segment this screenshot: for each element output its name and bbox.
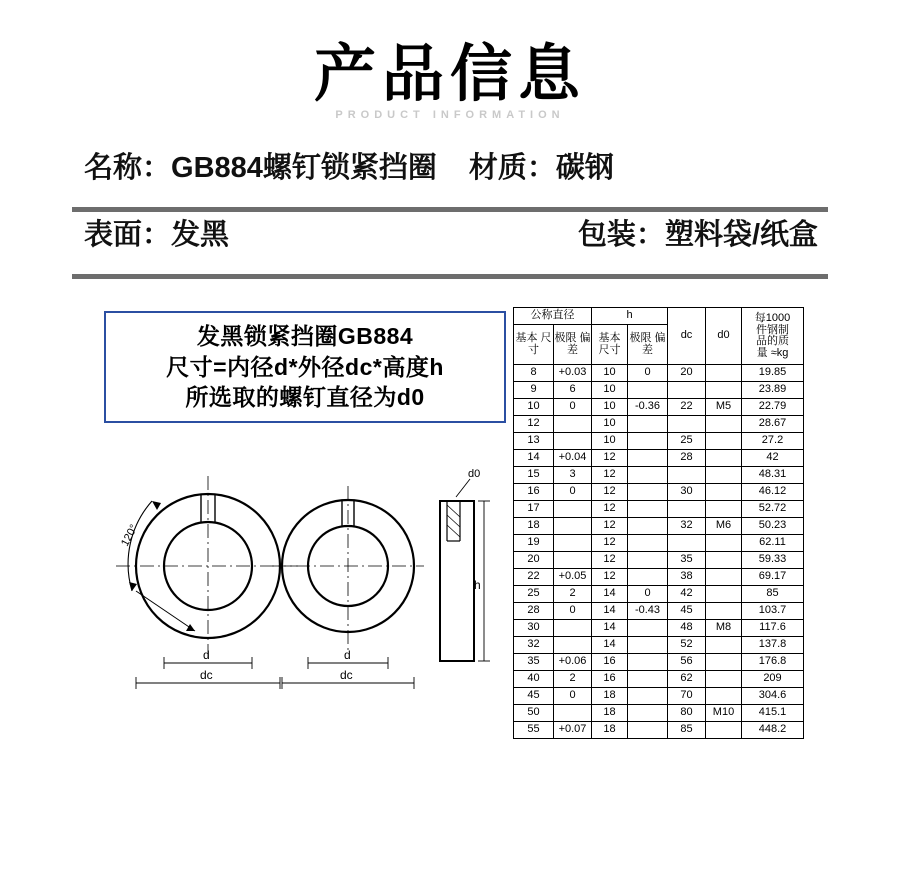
spec-table-head: [514, 308, 804, 365]
table-row: [514, 518, 804, 535]
cell-nominal: 25: [514, 586, 554, 603]
cell-nominal-tol: +0.07: [554, 722, 592, 739]
cell-mass: 62.11: [742, 535, 804, 552]
cell-nominal-tol: +0.04: [554, 450, 592, 467]
cell-h-tol: [628, 637, 668, 654]
note-box: [104, 311, 506, 423]
cell-nominal: 8: [514, 365, 554, 382]
cell-d0: [706, 484, 742, 501]
cell-h-tol: [628, 688, 668, 705]
cell-nominal: 22: [514, 569, 554, 586]
cell-dc: 45: [668, 603, 706, 620]
cell-dc: 48: [668, 620, 706, 637]
cell-nominal: 13: [514, 433, 554, 450]
table-row: [514, 671, 804, 688]
header-dc: dc: [668, 308, 706, 365]
cell-h-tol: [628, 416, 668, 433]
cell-h: 10: [592, 433, 628, 450]
cell-nominal-tol: 0: [554, 484, 592, 501]
cell-dc: [668, 416, 706, 433]
cell-mass: 52.72: [742, 501, 804, 518]
product-name-field: [84, 145, 437, 186]
cell-h: 14: [592, 603, 628, 620]
cell-dc: 32: [668, 518, 706, 535]
cell-d0: [706, 552, 742, 569]
table-row: [514, 705, 804, 722]
cell-dc: 62: [668, 671, 706, 688]
table-row: [514, 416, 804, 433]
table-row: [514, 433, 804, 450]
cell-d0: [706, 501, 742, 518]
table-row: [514, 552, 804, 569]
cell-nominal-tol: 2: [554, 671, 592, 688]
cell-h-tol: [628, 569, 668, 586]
table-row: [514, 586, 804, 603]
cell-nominal: 9: [514, 382, 554, 399]
cell-d0: M8: [706, 620, 742, 637]
cell-h: 18: [592, 705, 628, 722]
cell-nominal-tol: [554, 552, 592, 569]
header-nominal-basic-text: 基本 尺寸: [515, 332, 552, 356]
cell-mass: 137.8: [742, 637, 804, 654]
cell-nominal-tol: [554, 620, 592, 637]
header-mass-line-3: 品的质: [756, 335, 789, 348]
product-package-field: [578, 212, 818, 253]
cell-h-tol: [628, 535, 668, 552]
cell-mass: 59.33: [742, 552, 804, 569]
technical-drawing-area: [0, 301, 900, 821]
cell-nominal: 32: [514, 637, 554, 654]
cell-d0: [706, 654, 742, 671]
cell-nominal: 10: [514, 399, 554, 416]
cell-nominal-tol: 0: [554, 399, 592, 416]
cell-h: 10: [592, 365, 628, 382]
cell-d0: [706, 467, 742, 484]
cell-nominal-tol: +0.05: [554, 569, 592, 586]
header-nominal-basic: [514, 325, 554, 365]
product-name-label: 名称：: [84, 152, 172, 185]
table-row: [514, 501, 804, 518]
cell-nominal: 55: [514, 722, 554, 739]
cell-d0: [706, 722, 742, 739]
cell-d0: [706, 569, 742, 586]
table-row: [514, 450, 804, 467]
cell-dc: 28: [668, 450, 706, 467]
cell-nominal-tol: [554, 518, 592, 535]
cell-d0: [706, 416, 742, 433]
cell-nominal: 28: [514, 603, 554, 620]
cell-mass: 448.2: [742, 722, 804, 739]
cell-h-tol: [628, 620, 668, 637]
table-row: [514, 467, 804, 484]
cell-h: 18: [592, 688, 628, 705]
dimension-d-label-right: d: [344, 648, 351, 663]
note-line-3: 所选取的螺钉直径为d0: [185, 383, 425, 410]
product-surface-field: [84, 212, 229, 253]
cell-h-tol: [628, 722, 668, 739]
product-material-field: [469, 145, 614, 186]
cell-nominal: 15: [514, 467, 554, 484]
cell-h: 12: [592, 484, 628, 501]
cell-h-tol: [628, 705, 668, 722]
cell-d0: M6: [706, 518, 742, 535]
cell-h: 12: [592, 501, 628, 518]
info-row-name-material: [72, 145, 828, 207]
header-mass: [742, 308, 804, 365]
cell-dc: 35: [668, 552, 706, 569]
cell-h-tol: [628, 484, 668, 501]
cell-h: 12: [592, 518, 628, 535]
cell-d0: [706, 603, 742, 620]
spec-table-header-row-1: [514, 308, 804, 325]
cell-nominal-tol: +0.06: [554, 654, 592, 671]
cell-h-tol: [628, 433, 668, 450]
table-row: [514, 484, 804, 501]
cell-nominal-tol: 6: [554, 382, 592, 399]
cell-mass: 85: [742, 586, 804, 603]
spec-table: [513, 307, 804, 739]
cell-mass: 117.6: [742, 620, 804, 637]
cell-h: 10: [592, 416, 628, 433]
cell-h-tol: [628, 501, 668, 518]
cell-d0: [706, 450, 742, 467]
dimension-h-label: h: [474, 578, 481, 593]
product-package-label: 包装：: [577, 219, 665, 252]
cell-dc: [668, 467, 706, 484]
cell-d0: [706, 671, 742, 688]
cell-nominal: 20: [514, 552, 554, 569]
cell-d0: [706, 433, 742, 450]
table-row: [514, 688, 804, 705]
header-h-basic-text: 基本 尺寸: [598, 332, 621, 356]
cell-nominal: 17: [514, 501, 554, 518]
cell-h-tol: 0: [628, 586, 668, 603]
cell-nominal-tol: 2: [554, 586, 592, 603]
cell-mass: 27.2: [742, 433, 804, 450]
cell-mass: 50.23: [742, 518, 804, 535]
cell-dc: 25: [668, 433, 706, 450]
cell-nominal: 12: [514, 416, 554, 433]
cell-h-tol: -0.43: [628, 603, 668, 620]
cell-h-tol: [628, 467, 668, 484]
table-row: [514, 382, 804, 399]
dimension-d-label-left: d: [203, 648, 210, 663]
cell-d0: [706, 688, 742, 705]
cell-nominal: 35: [514, 654, 554, 671]
cell-h-tol: [628, 450, 668, 467]
cell-mass: 48.31: [742, 467, 804, 484]
cell-h: 16: [592, 654, 628, 671]
header-h-basic: [592, 325, 628, 365]
product-surface-label: 表面：: [84, 219, 172, 252]
cell-nominal: 30: [514, 620, 554, 637]
header-mass-line-1: 每1000: [754, 312, 791, 324]
dimension-d0-label: d0: [468, 468, 481, 481]
cell-nominal-tol: [554, 501, 592, 518]
cell-nominal: 40: [514, 671, 554, 688]
cell-mass: 304.6: [742, 688, 804, 705]
note-line-1: 发黑锁紧挡圈GB884: [196, 323, 414, 350]
cell-h: 10: [592, 382, 628, 399]
header-h-group: h: [592, 308, 668, 325]
cell-d0: [706, 365, 742, 382]
cell-mass: 42: [742, 450, 804, 467]
table-row: [514, 603, 804, 620]
product-surface-value: 发黑: [171, 219, 230, 252]
cell-nominal: 19: [514, 535, 554, 552]
cell-nominal: 16: [514, 484, 554, 501]
cell-d0: M5: [706, 399, 742, 416]
cell-h: 16: [592, 671, 628, 688]
cell-mass: 69.17: [742, 569, 804, 586]
cell-nominal-tol: 0: [554, 688, 592, 705]
table-row: [514, 722, 804, 739]
angle-label: 120°: [119, 522, 141, 549]
cell-h-tol: [628, 518, 668, 535]
cell-h-tol: [628, 552, 668, 569]
cell-mass: 415.1: [742, 705, 804, 722]
cell-dc: 52: [668, 637, 706, 654]
cell-nominal-tol: [554, 705, 592, 722]
cell-d0: M10: [706, 705, 742, 722]
table-row: [514, 535, 804, 552]
cell-dc: [668, 501, 706, 518]
cell-dc: 56: [668, 654, 706, 671]
page-title: 产品信息: [313, 40, 586, 109]
cell-dc: 22: [668, 399, 706, 416]
cell-h-tol: -0.36: [628, 399, 668, 416]
table-row: [514, 365, 804, 382]
cell-h-tol: 0: [628, 365, 668, 382]
cell-h: 12: [592, 467, 628, 484]
table-row: [514, 654, 804, 671]
cell-mass: 19.85: [742, 365, 804, 382]
cell-dc: 42: [668, 586, 706, 603]
cell-nominal-tol: [554, 433, 592, 450]
cell-mass: 46.12: [742, 484, 804, 501]
cell-dc: 85: [668, 722, 706, 739]
divider-bottom: [72, 274, 828, 279]
page-subtitle: PRODUCT INFORMATION: [335, 109, 565, 122]
cell-h: 12: [592, 535, 628, 552]
table-row: [514, 399, 804, 416]
cell-nominal-tol: 0: [554, 603, 592, 620]
cell-nominal: 50: [514, 705, 554, 722]
cell-h-tol: [628, 382, 668, 399]
header-mass-line-2: 件钢制: [756, 323, 789, 336]
cell-mass: 176.8: [742, 654, 804, 671]
cell-h: 18: [592, 722, 628, 739]
cell-nominal-tol: +0.03: [554, 365, 592, 382]
cell-dc: [668, 535, 706, 552]
product-name-value: GB884螺钉锁紧挡圈: [171, 152, 437, 185]
header-d0: d0: [706, 308, 742, 365]
header-nominal-group: 公称直径: [514, 308, 592, 325]
product-info-block: [72, 145, 828, 279]
cell-mass: 22.79: [742, 399, 804, 416]
cell-h: 14: [592, 637, 628, 654]
header-nominal-tol: [554, 325, 592, 365]
cell-nominal: 45: [514, 688, 554, 705]
dimension-dc-label-right: dc: [340, 668, 353, 683]
dimension-dc-label-left: dc: [200, 668, 213, 683]
header-h-tol-text: 极限 偏差: [629, 332, 666, 356]
table-row: [514, 569, 804, 586]
cell-dc: 38: [668, 569, 706, 586]
cell-d0: [706, 382, 742, 399]
page-header: [0, 0, 900, 121]
cell-mass: 103.7: [742, 603, 804, 620]
header-h-tol: [628, 325, 668, 365]
cell-nominal-tol: [554, 535, 592, 552]
note-line-2: 尺寸=内径d*外径dc*高度h: [166, 353, 444, 380]
table-row: [514, 620, 804, 637]
cell-h-tol: [628, 654, 668, 671]
header-mass-line-4: 量 ≈kg: [756, 346, 789, 359]
cell-dc: 80: [668, 705, 706, 722]
cell-nominal: 14: [514, 450, 554, 467]
cell-h-tol: [628, 671, 668, 688]
cell-mass: 28.67: [742, 416, 804, 433]
product-material-label: 材质：: [468, 152, 556, 185]
cell-h: 10: [592, 399, 628, 416]
cell-d0: [706, 586, 742, 603]
cell-nominal-tol: 3: [554, 467, 592, 484]
cell-dc: [668, 382, 706, 399]
cell-mass: 209: [742, 671, 804, 688]
cell-dc: 20: [668, 365, 706, 382]
cell-h: 14: [592, 586, 628, 603]
cell-mass: 23.89: [742, 382, 804, 399]
cell-h: 14: [592, 620, 628, 637]
info-row-surface-package: [72, 212, 828, 274]
cell-nominal-tol: [554, 637, 592, 654]
cell-d0: [706, 637, 742, 654]
spec-table-body: [514, 365, 804, 739]
header-nominal-tol-text: 极限 偏差: [554, 332, 591, 356]
cell-nominal-tol: [554, 416, 592, 433]
cell-dc: 70: [668, 688, 706, 705]
table-row: [514, 637, 804, 654]
cell-nominal: 18: [514, 518, 554, 535]
product-material-value: 碳钢: [555, 152, 614, 185]
product-package-value: 塑料袋/纸盒: [664, 219, 818, 252]
cad-drawing: [100, 431, 500, 811]
cell-d0: [706, 535, 742, 552]
cell-h: 12: [592, 552, 628, 569]
cell-h: 12: [592, 569, 628, 586]
cell-h: 12: [592, 450, 628, 467]
cell-dc: 30: [668, 484, 706, 501]
